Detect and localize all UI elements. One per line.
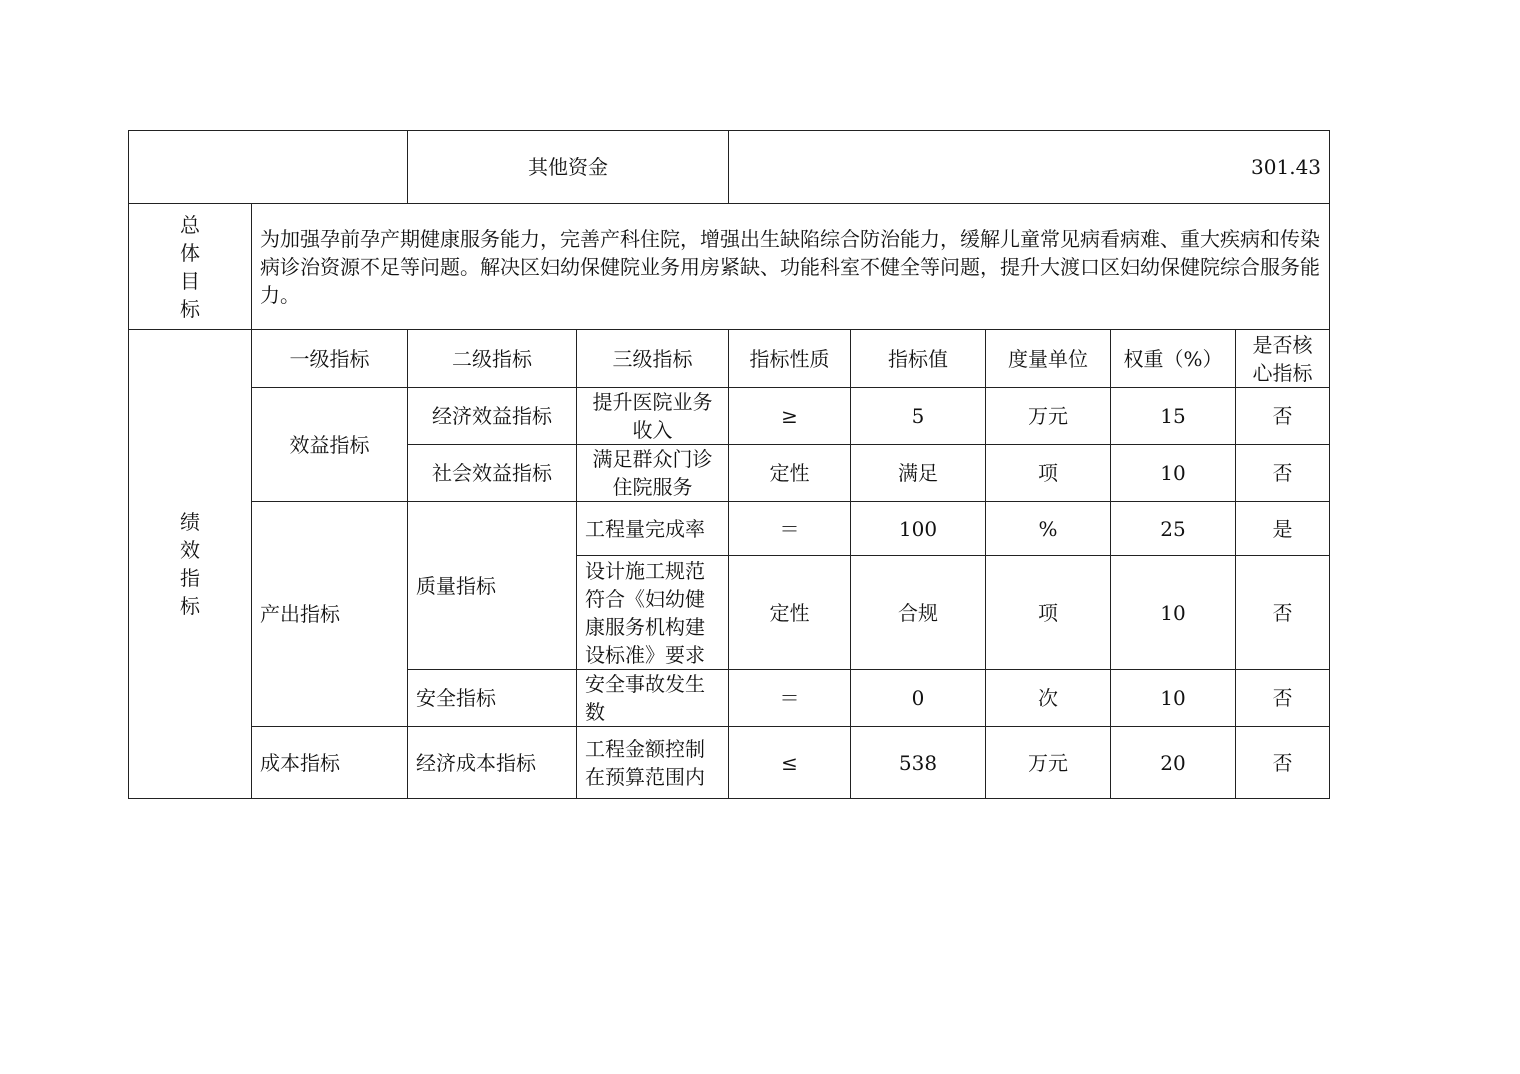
weight-cell: 25 bbox=[1111, 502, 1236, 556]
header-value: 指标值 bbox=[851, 330, 986, 388]
core-cell: 否 bbox=[1236, 445, 1330, 502]
level1-benefit: 效益指标 bbox=[252, 388, 408, 502]
overall-goal-label-char: 目 bbox=[180, 268, 200, 293]
weight-cell: 10 bbox=[1111, 556, 1236, 670]
level2-cell: 经济成本指标 bbox=[408, 727, 577, 799]
level2-cell: 经济效益指标 bbox=[408, 388, 577, 445]
unit-cell: 次 bbox=[986, 670, 1111, 727]
nature-cell: ＝ bbox=[729, 502, 851, 556]
nature-cell: 定性 bbox=[729, 445, 851, 502]
performance-goal-table bbox=[128, 130, 1330, 799]
level3-cell: 满足群众门诊住院服务 bbox=[577, 445, 729, 502]
weight-cell: 15 bbox=[1111, 388, 1236, 445]
overall-goal-label bbox=[129, 204, 252, 330]
header-nature: 指标性质 bbox=[729, 330, 851, 388]
overall-goal-label-char: 标 bbox=[180, 296, 200, 321]
funds-label: 其他资金 bbox=[408, 131, 729, 204]
core-cell: 否 bbox=[1236, 670, 1330, 727]
performance-label-char: 绩 bbox=[180, 510, 200, 534]
header-core: 是否核心指标 bbox=[1236, 330, 1330, 388]
overall-goal-label-char: 总 bbox=[180, 212, 200, 237]
value-cell: 100 bbox=[851, 502, 986, 556]
value-cell: 合规 bbox=[851, 556, 986, 670]
nature-cell: ≥ bbox=[729, 388, 851, 445]
level3-cell: 提升医院业务收入 bbox=[577, 388, 729, 445]
level2-safety: 安全指标 bbox=[408, 670, 577, 727]
unit-cell: 项 bbox=[986, 445, 1111, 502]
overall-goal-label-char: 体 bbox=[180, 240, 200, 265]
header-level2: 二级指标 bbox=[408, 330, 577, 388]
level3-cell: 工程量完成率 bbox=[577, 502, 729, 556]
performance-goal-sheet bbox=[128, 130, 1329, 799]
performance-indicator-label bbox=[129, 330, 252, 799]
overall-goal-text: 为加强孕前孕产期健康服务能力，完善产科住院，增强出生缺陷综合防治能力，缓解儿童常见病看病难、重大疾病和传染病诊治资源不足等问题。解决区妇幼保健院业务用房紧缺、功能科室不健全等问题，提升大渡口区妇幼保健院综合服务能力。 bbox=[252, 204, 1330, 330]
funds-amount: 301.43 bbox=[729, 131, 1330, 204]
weight-cell: 20 bbox=[1111, 727, 1236, 799]
unit-cell: 万元 bbox=[986, 727, 1111, 799]
header-level3: 三级指标 bbox=[577, 330, 729, 388]
weight-cell: 10 bbox=[1111, 445, 1236, 502]
table-row bbox=[129, 502, 1330, 556]
value-cell: 0 bbox=[851, 670, 986, 727]
performance-label-char: 效 bbox=[180, 538, 200, 562]
level2-quality: 质量指标 bbox=[408, 502, 577, 670]
level1-output: 产出指标 bbox=[252, 502, 408, 727]
core-cell: 否 bbox=[1236, 388, 1330, 445]
value-cell: 5 bbox=[851, 388, 986, 445]
header-unit: 度量单位 bbox=[986, 330, 1111, 388]
value-cell: 538 bbox=[851, 727, 986, 799]
value-cell: 满足 bbox=[851, 445, 986, 502]
level3-cell: 工程金额控制在预算范围内 bbox=[577, 727, 729, 799]
unit-cell: % bbox=[986, 502, 1111, 556]
level3-cell: 安全事故发生数 bbox=[577, 670, 729, 727]
unit-cell: 万元 bbox=[986, 388, 1111, 445]
header-level1: 一级指标 bbox=[252, 330, 408, 388]
core-cell: 否 bbox=[1236, 556, 1330, 670]
nature-cell: ＝ bbox=[729, 670, 851, 727]
overall-goal-row bbox=[129, 204, 1330, 330]
funds-row-empty-cell bbox=[129, 131, 408, 204]
indicator-header-row bbox=[129, 330, 1330, 388]
core-cell: 否 bbox=[1236, 727, 1330, 799]
unit-cell: 项 bbox=[986, 556, 1111, 670]
funds-row bbox=[129, 131, 1330, 204]
level1-cost: 成本指标 bbox=[252, 727, 408, 799]
performance-label-char: 标 bbox=[180, 594, 200, 618]
table-row bbox=[129, 388, 1330, 445]
level2-cell: 社会效益指标 bbox=[408, 445, 577, 502]
nature-cell: 定性 bbox=[729, 556, 851, 670]
performance-label-char: 指 bbox=[180, 566, 200, 590]
core-cell: 是 bbox=[1236, 502, 1330, 556]
weight-cell: 10 bbox=[1111, 670, 1236, 727]
nature-cell: ≤ bbox=[729, 727, 851, 799]
header-weight: 权重（%） bbox=[1111, 330, 1236, 388]
level3-cell: 设计施工规范符合《妇幼健康服务机构建设标准》要求 bbox=[577, 556, 729, 670]
table-row bbox=[129, 727, 1330, 799]
